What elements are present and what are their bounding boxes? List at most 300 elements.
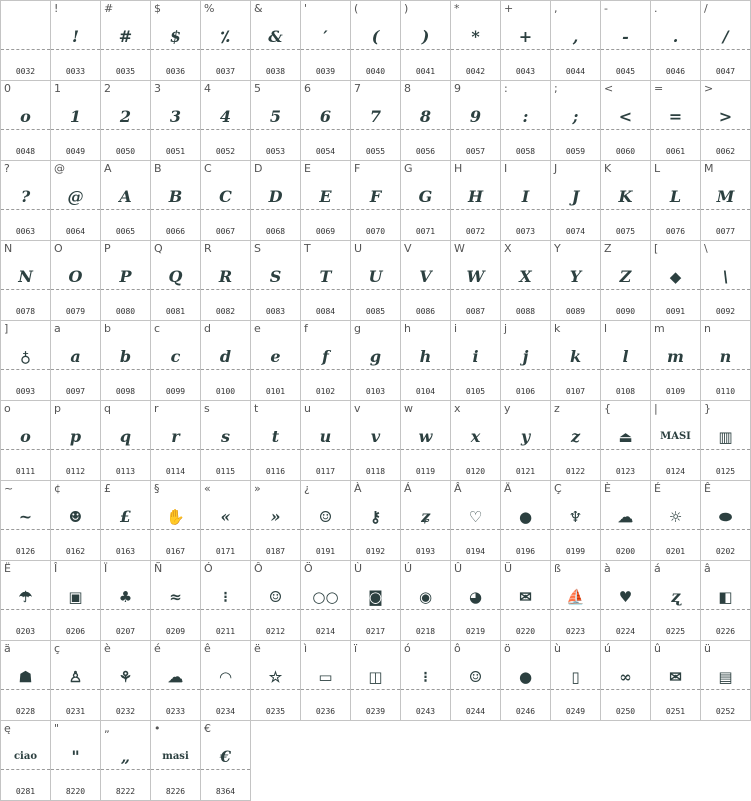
glyph-code: 0046: [665, 67, 686, 76]
glyph-sample: z: [570, 427, 581, 446]
glyph-cell: [501, 241, 551, 321]
baseline-guide: [301, 449, 350, 450]
glyph-sample: K: [618, 187, 633, 206]
glyph-code: 0251: [665, 707, 686, 716]
glyph-cell: [1, 81, 51, 161]
glyph-cell: [401, 1, 451, 81]
glyph-key-char: ì: [304, 642, 308, 655]
baseline-guide: [301, 129, 350, 130]
baseline-guide: [401, 369, 450, 370]
glyph-cell: [101, 401, 151, 481]
glyph-sample: €: [219, 747, 232, 766]
baseline-guide: [201, 609, 250, 610]
glyph-sample: M: [716, 187, 735, 206]
glyph-key-char: V: [404, 242, 412, 255]
glyph-cell: [451, 241, 501, 321]
glyph-cell: [101, 641, 151, 721]
glyph-cell: [1, 401, 51, 481]
baseline-guide: [451, 689, 500, 690]
glyph-cell: [251, 81, 301, 161]
baseline-guide: [251, 129, 300, 130]
glyph-cell: [51, 721, 101, 801]
glyph-key-char: «: [204, 482, 211, 495]
glyph-key-char: ô: [454, 642, 461, 655]
baseline-guide: [301, 369, 350, 370]
glyph-sample: \: [722, 267, 729, 286]
glyph-code: 0194: [465, 547, 486, 556]
glyph-code: 0052: [215, 147, 236, 156]
glyph-code: 0048: [15, 147, 36, 156]
glyph-sample: S: [269, 267, 282, 286]
glyph-cell: [1, 481, 51, 561]
glyph-code: 0118: [365, 467, 386, 476]
glyph-code: 0043: [515, 67, 536, 76]
baseline-guide: [151, 289, 200, 290]
glyph-key-char: P: [104, 242, 111, 255]
glyph-key-char: o: [4, 402, 11, 415]
glyph-sample: £: [119, 507, 132, 526]
glyph-sample: ⛵: [566, 588, 585, 606]
glyph-code: 0211: [215, 627, 236, 636]
glyph-sample: a: [70, 347, 81, 366]
glyph-code: 0061: [665, 147, 686, 156]
glyph-key-char: Â: [454, 482, 462, 495]
glyph-key-char: §: [154, 482, 160, 495]
glyph-sample: ▭: [318, 668, 333, 686]
glyph-sample: l: [622, 347, 629, 366]
glyph-sample: ⁝: [423, 668, 428, 686]
baseline-guide: [501, 209, 550, 210]
glyph-sample: C: [219, 187, 232, 206]
glyph-key-char: r: [154, 402, 159, 415]
baseline-guide: [501, 529, 550, 530]
glyph-key-char: ç: [54, 642, 61, 655]
baseline-guide: [601, 609, 650, 610]
glyph-sample: ʐ: [670, 587, 681, 606]
baseline-guide: [351, 449, 400, 450]
glyph-cell: [351, 241, 401, 321]
baseline-guide: [251, 529, 300, 530]
glyph-cell: [151, 401, 201, 481]
glyph-cell: [201, 1, 251, 81]
baseline-guide: [1, 689, 50, 690]
glyph-key-char: i: [454, 322, 458, 335]
glyph-cell: [401, 561, 451, 641]
baseline-guide: [51, 369, 100, 370]
glyph-code: 0111: [15, 467, 36, 476]
glyph-key-char: ": [54, 722, 60, 735]
baseline-guide: [1, 49, 50, 50]
baseline-guide: [551, 609, 600, 610]
glyph-code: 0200: [615, 547, 636, 556]
glyph-code: 0246: [515, 707, 536, 716]
glyph-code: 0093: [15, 387, 36, 396]
glyph-cell: [351, 641, 401, 721]
glyph-cell: [151, 641, 201, 721]
glyph-code: 0202: [715, 547, 736, 556]
glyph-code: 0049: [65, 147, 86, 156]
glyph-key-char: ]: [4, 322, 9, 335]
glyph-sample: ▤: [718, 668, 733, 686]
glyph-code: 0105: [465, 387, 486, 396]
glyph-sample: Y: [569, 267, 582, 286]
glyph-cell: [351, 1, 401, 81]
glyph-cell: [251, 321, 301, 401]
glyph-key-char: T: [304, 242, 311, 255]
baseline-guide: [101, 689, 150, 690]
glyph-key-char: 1: [54, 82, 61, 95]
glyph-key-char: 4: [204, 82, 211, 95]
baseline-guide: [251, 369, 300, 370]
glyph-code: 0281: [15, 787, 36, 796]
baseline-guide: [151, 369, 200, 370]
glyph-code: 0091: [665, 307, 686, 316]
glyph-sample: L: [669, 187, 682, 206]
glyph-code: 0087: [465, 307, 486, 316]
glyph-sample: +: [518, 27, 533, 46]
glyph-code: 0051: [165, 147, 186, 156]
glyph-code: 0115: [215, 467, 236, 476]
glyph-key-char: f: [304, 322, 308, 335]
glyph-cell: [1, 721, 51, 801]
glyph-code: 0090: [615, 307, 636, 316]
glyph-cell: [451, 481, 501, 561]
glyph-cell: [51, 641, 101, 721]
glyph-cell: [201, 481, 251, 561]
baseline-guide: [701, 49, 750, 50]
glyph-code: 0235: [265, 707, 286, 716]
glyph-key-char: ¢: [54, 482, 61, 495]
glyph-code: 0059: [565, 147, 586, 156]
glyph-code: 0171: [215, 547, 236, 556]
glyph-cell: [701, 321, 751, 401]
glyph-cell: [601, 241, 651, 321]
glyph-code: 0045: [615, 67, 636, 76]
baseline-guide: [651, 609, 700, 610]
glyph-sample: ☺: [318, 508, 333, 526]
baseline-guide: [651, 49, 700, 50]
glyph-sample: j: [522, 347, 529, 366]
glyph-code: 0162: [65, 547, 86, 556]
baseline-guide: [151, 529, 200, 530]
glyph-key-char: B: [154, 162, 162, 175]
glyph-code: 0233: [165, 707, 186, 716]
glyph-cell: [151, 321, 201, 401]
glyph-key-char: n: [704, 322, 711, 335]
glyph-key-char: /: [704, 2, 708, 15]
glyph-sample: &: [268, 27, 283, 46]
glyph-key-char: z: [554, 402, 560, 415]
glyph-cell: [451, 641, 501, 721]
glyph-code: 0108: [615, 387, 636, 396]
glyph-cell: [451, 81, 501, 161]
glyph-cell: [101, 161, 151, 241]
baseline-guide: [51, 689, 100, 690]
glyph-key-char: É: [654, 482, 661, 495]
glyph-key-char: €: [204, 722, 211, 735]
glyph-key-char: S: [254, 242, 261, 255]
glyph-sample: ♆: [568, 508, 583, 526]
baseline-guide: [701, 289, 750, 290]
baseline-guide: [601, 49, 650, 50]
glyph-key-char: û: [654, 642, 661, 655]
baseline-guide: [51, 769, 100, 770]
baseline-guide: [501, 289, 550, 290]
glyph-code: 0084: [315, 307, 336, 316]
glyph-code: 8226: [165, 787, 186, 796]
glyph-cell: [201, 241, 251, 321]
baseline-guide: [251, 49, 300, 50]
baseline-guide: [51, 289, 100, 290]
glyph-cell: [51, 81, 101, 161]
glyph-cell: [551, 481, 601, 561]
baseline-guide: [451, 449, 500, 450]
baseline-guide: [101, 289, 150, 290]
glyph-sample: »: [270, 507, 281, 526]
glyph-cell: [401, 641, 451, 721]
glyph-sample: b: [119, 347, 132, 366]
glyph-sample: ○○: [312, 588, 339, 606]
glyph-code: 0119: [415, 467, 436, 476]
baseline-guide: [401, 129, 450, 130]
glyph-key-char: -: [604, 2, 608, 15]
glyph-sample: -: [622, 27, 629, 46]
glyph-sample: (: [371, 27, 380, 46]
glyph-key-char: h: [404, 322, 411, 335]
baseline-guide: [301, 529, 350, 530]
baseline-guide: [351, 609, 400, 610]
baseline-guide: [551, 289, 600, 290]
glyph-sample: ⚘: [118, 668, 133, 686]
glyph-cell: [551, 1, 601, 81]
glyph-cell: [51, 321, 101, 401]
baseline-guide: [101, 49, 150, 50]
glyph-key-char: d: [204, 322, 211, 335]
baseline-guide: [401, 49, 450, 50]
glyph-key-char: Á: [404, 482, 412, 495]
glyph-sample: ): [421, 27, 430, 46]
glyph-key-char: 8: [404, 82, 411, 95]
baseline-guide: [1, 609, 50, 610]
baseline-guide: [701, 609, 750, 610]
baseline-guide: [701, 689, 750, 690]
glyph-key-char: e: [254, 322, 261, 335]
glyph-code: 0058: [515, 147, 536, 156]
glyph-code: 0217: [365, 627, 386, 636]
glyph-key-char: á: [654, 562, 661, 575]
glyph-sample: ~: [18, 507, 33, 526]
glyph-cell: [51, 561, 101, 641]
glyph-code: 0192: [365, 547, 386, 556]
glyph-key-char: v: [354, 402, 361, 415]
glyph-key-char: Z: [604, 242, 612, 255]
glyph-code: 0219: [465, 627, 486, 636]
glyph-code: 0075: [615, 227, 636, 236]
glyph-code: 0167: [165, 547, 186, 556]
glyph-code: 0113: [115, 467, 136, 476]
glyph-cell: [351, 81, 401, 161]
glyph-key-char: 6: [304, 82, 311, 95]
glyph-cell: [601, 561, 651, 641]
baseline-guide: [301, 609, 350, 610]
glyph-sample: p: [69, 427, 82, 446]
glyph-code: 0109: [665, 387, 686, 396]
glyph-sample: ◧: [718, 588, 733, 606]
glyph-key-char: l: [604, 322, 608, 335]
glyph-code: 0033: [65, 67, 86, 76]
glyph-code: 0214: [315, 627, 336, 636]
glyph-key-char: t: [254, 402, 259, 415]
glyph-sample: ☺: [268, 588, 283, 606]
glyph-cell: [101, 721, 151, 801]
glyph-cell: [651, 81, 701, 161]
glyph-sample: ʑ: [420, 507, 431, 526]
glyph-sample: ☗: [18, 668, 33, 686]
glyph-key-char: Ú: [404, 562, 413, 575]
glyph-code: 0187: [265, 547, 286, 556]
glyph-key-char: Ä: [504, 482, 512, 495]
glyph-sample: ▥: [718, 428, 733, 446]
glyph-sample: „: [120, 747, 131, 766]
glyph-sample: X: [519, 267, 532, 286]
glyph-key-char: ê: [204, 642, 211, 655]
glyph-code: 0047: [715, 67, 736, 76]
glyph-cell: [501, 81, 551, 161]
glyph-key-char: £: [104, 482, 111, 495]
baseline-guide: [351, 369, 400, 370]
baseline-guide: [701, 449, 750, 450]
glyph-key-char: Q: [154, 242, 163, 255]
glyph-sample: MASI: [660, 431, 691, 442]
glyph-cell: [251, 641, 301, 721]
glyph-code: 0250: [615, 707, 636, 716]
glyph-key-char: =: [654, 82, 664, 95]
glyph-sample: f: [322, 347, 329, 366]
glyph-sample: ◠: [218, 668, 233, 686]
glyph-code: 0037: [215, 67, 236, 76]
baseline-guide: [101, 369, 150, 370]
glyph-cell: [351, 321, 401, 401]
glyph-code: 0107: [565, 387, 586, 396]
baseline-guide: [501, 449, 550, 450]
glyph-cell: [451, 1, 501, 81]
glyph-key-char: ö: [504, 642, 511, 655]
glyph-sample: E: [319, 187, 332, 206]
glyph-sample: ✉: [519, 588, 532, 606]
glyph-key-char: s: [204, 402, 210, 415]
baseline-guide: [301, 209, 350, 210]
glyph-key-char: b: [104, 322, 111, 335]
glyph-cell: [451, 161, 501, 241]
glyph-cell: [201, 321, 251, 401]
glyph-cell: [401, 401, 451, 481]
glyph-key-char: ': [304, 2, 308, 15]
glyph-code: 0071: [415, 227, 436, 236]
glyph-code: 0236: [315, 707, 336, 716]
baseline-guide: [351, 209, 400, 210]
glyph-sample: «: [220, 507, 231, 526]
glyph-sample: @: [67, 187, 84, 206]
glyph-cell: [151, 81, 201, 161]
glyph-code: 0057: [465, 147, 486, 156]
baseline-guide: [551, 209, 600, 210]
glyph-key-char: N: [4, 242, 13, 255]
glyph-code: 0040: [365, 67, 386, 76]
glyph-key-char: U: [354, 242, 363, 255]
glyph-code: 0064: [65, 227, 86, 236]
glyph-code: 0228: [15, 707, 36, 716]
glyph-code: 0062: [715, 147, 736, 156]
glyph-code: 0100: [215, 387, 236, 396]
baseline-guide: [101, 209, 150, 210]
glyph-sample: 4: [219, 107, 232, 126]
glyph-code: 0088: [515, 307, 536, 316]
glyph-key-char: •: [154, 722, 161, 735]
glyph-code: 0193: [415, 547, 436, 556]
baseline-guide: [701, 369, 750, 370]
glyph-cell: [151, 481, 201, 561]
glyph-code: 0079: [65, 307, 86, 316]
baseline-guide: [401, 529, 450, 530]
glyph-cell: [1, 641, 51, 721]
glyph-sample: #: [118, 27, 133, 46]
glyph-cell: [301, 401, 351, 481]
glyph-cell: [701, 1, 751, 81]
glyph-sample: ♙: [68, 668, 83, 686]
glyph-cell: [701, 241, 751, 321]
glyph-key-char: A: [104, 162, 112, 175]
glyph-sample: ;: [572, 107, 579, 126]
baseline-guide: [201, 529, 250, 530]
glyph-sample: ◆: [669, 268, 682, 286]
glyph-cell: [501, 1, 551, 81]
glyph-sample: =: [668, 107, 683, 126]
glyph-key-char: }: [704, 402, 711, 415]
baseline-guide: [1, 289, 50, 290]
glyph-code: 0073: [515, 227, 536, 236]
glyph-sample: ◙: [368, 588, 383, 606]
glyph-cell: [1, 241, 51, 321]
glyph-key-char: 0: [4, 82, 11, 95]
glyph-code: 0063: [15, 227, 36, 236]
glyph-code: 0220: [515, 627, 536, 636]
glyph-code: 0076: [665, 227, 686, 236]
glyph-code: 0056: [415, 147, 436, 156]
baseline-guide: [201, 689, 250, 690]
glyph-cell: [651, 561, 701, 641]
glyph-sample: g: [369, 347, 382, 366]
glyph-sample: ☂: [18, 588, 33, 606]
baseline-guide: [101, 769, 150, 770]
baseline-guide: [251, 689, 300, 690]
glyph-cell: [451, 321, 501, 401]
glyph-sample: >: [718, 107, 733, 126]
glyph-cell: [651, 401, 701, 481]
glyph-sample: h: [419, 347, 432, 366]
baseline-guide: [201, 209, 250, 210]
glyph-key-char: È: [604, 482, 611, 495]
glyph-sample: ●: [518, 668, 533, 686]
glyph-sample: ⚷: [370, 508, 381, 526]
glyph-key-char: *: [454, 2, 460, 15]
glyph-code: 0123: [615, 467, 636, 476]
glyph-cell: [301, 481, 351, 561]
glyph-cell: [251, 161, 301, 241]
glyph-cell: [201, 161, 251, 241]
glyph-key-char: Û: [454, 562, 463, 575]
glyph-code: 0196: [515, 547, 536, 556]
glyph-sample: J: [571, 187, 580, 206]
